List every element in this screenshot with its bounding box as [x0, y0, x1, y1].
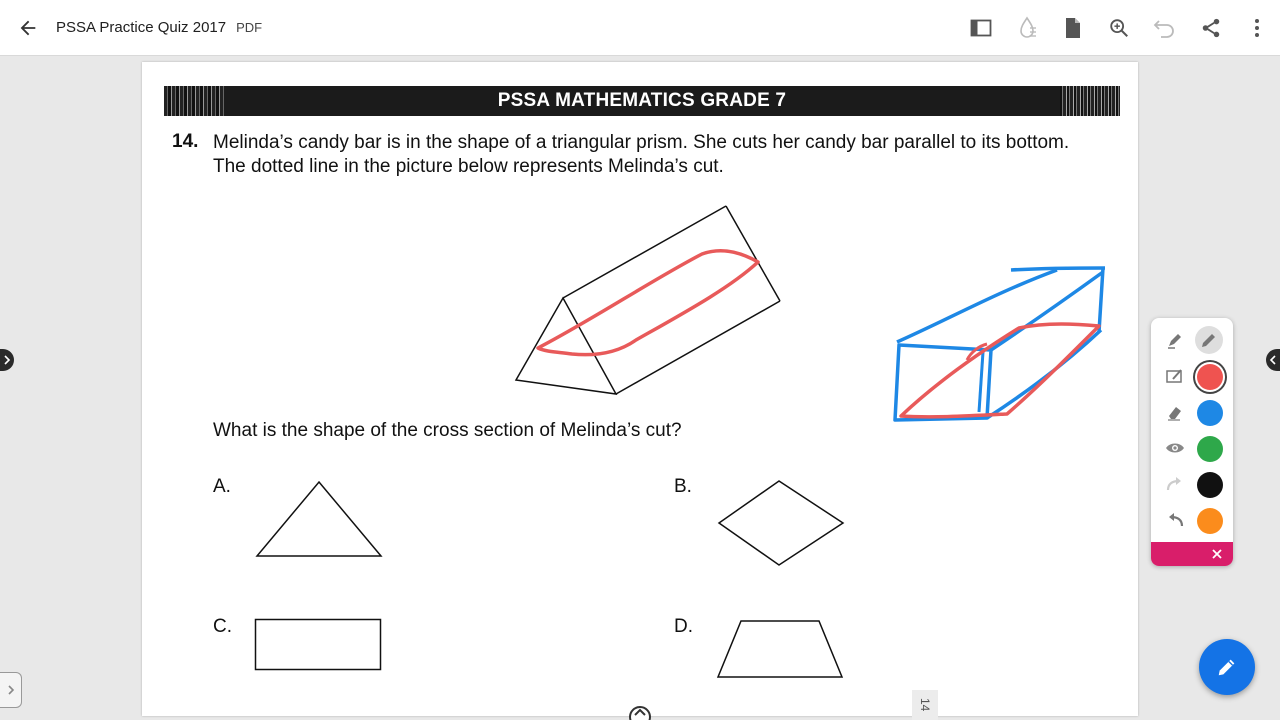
pencil-tool-button[interactable]: [1195, 326, 1223, 354]
banner-left-texture: [164, 86, 224, 116]
undo-icon: [1153, 17, 1177, 39]
chevron-left-icon: [1269, 355, 1277, 365]
page-button[interactable]: [1050, 0, 1096, 56]
search-button[interactable]: [1096, 0, 1142, 56]
back-button[interactable]: [0, 0, 56, 56]
close-icon: [1211, 548, 1223, 560]
right-panel-handle[interactable]: [1266, 349, 1280, 371]
question-number: 14.: [172, 131, 199, 152]
file-type-label: PDF: [236, 20, 263, 35]
option-b-label: B.: [674, 476, 692, 497]
undo-stroke-button[interactable]: [1161, 506, 1189, 534]
chevron-right-icon: [3, 355, 11, 365]
redo-button[interactable]: [1161, 470, 1189, 498]
undo-button[interactable]: [1142, 0, 1188, 56]
app-header: [0, 0, 1280, 56]
search-icon: [1108, 17, 1130, 39]
banner-right-texture: [1060, 86, 1120, 116]
color-swatch-black[interactable]: [1197, 472, 1223, 498]
share-button[interactable]: [1188, 0, 1234, 56]
text-box-icon: [1165, 367, 1185, 385]
option-d-trapezoid: [716, 619, 846, 679]
color-swatch-orange[interactable]: [1197, 508, 1223, 534]
marker-tool-button[interactable]: [1161, 326, 1189, 354]
pencil-icon: [1200, 331, 1218, 349]
visibility-icon: [1165, 441, 1185, 455]
sub-question-text: What is the shape of the cross section of Melinda’s cut?: [213, 420, 682, 441]
pdf-page: [142, 62, 1138, 716]
panel-button[interactable]: [958, 0, 1004, 56]
question-text: Melinda’s candy bar is in the shape of a triangular prism. She cuts her candy bar parallel to its bottom. The dotted line in the picture below represents Melinda’s cut.: [213, 132, 1070, 177]
chevron-up-icon: [634, 708, 646, 716]
document-title: PSSA Practice Quiz 2017: [56, 19, 227, 36]
option-c-label: C.: [213, 616, 232, 637]
red-sketch-cross-section: [901, 324, 1099, 417]
handdrawn-prism-sketch: [887, 262, 1117, 432]
section-banner: [164, 86, 1120, 116]
text-box-tool-button[interactable]: [1161, 362, 1189, 390]
reading-mode-icon: [1016, 16, 1038, 40]
page-icon: [1064, 17, 1082, 39]
color-swatch-blue[interactable]: [1197, 400, 1223, 426]
color-swatch-red[interactable]: [1197, 364, 1223, 390]
option-d-label: D.: [674, 616, 693, 637]
red-cross-section-annotation: [538, 251, 758, 355]
expand-thumbnails-button[interactable]: [0, 672, 22, 708]
undo-icon: [1165, 512, 1185, 528]
panel-icon: [970, 18, 992, 38]
share-icon: [1200, 17, 1222, 39]
option-c-rectangle: [254, 618, 384, 672]
more-icon: [1254, 18, 1260, 38]
edit-fab-button[interactable]: [1199, 639, 1255, 695]
eraser-tool-button[interactable]: [1161, 398, 1189, 426]
banner-title: PSSA MATHEMATICS GRADE 7: [497, 90, 787, 111]
option-b-rhombus: [716, 478, 846, 568]
chevron-right-small-icon: [7, 685, 15, 695]
reading-mode-button[interactable]: [1004, 0, 1050, 56]
page-number-indicator: 14: [912, 690, 938, 720]
marker-icon: [1166, 331, 1184, 349]
option-a-triangle: [254, 479, 384, 559]
close-toolbar-button[interactable]: [1151, 542, 1233, 566]
eraser-icon: [1166, 403, 1184, 421]
option-a-label: A.: [213, 476, 231, 497]
color-swatch-green[interactable]: [1197, 436, 1223, 462]
left-panel-handle[interactable]: [0, 349, 14, 371]
visibility-button[interactable]: [1161, 434, 1189, 462]
redo-icon: [1165, 476, 1185, 492]
more-options-button[interactable]: [1234, 0, 1280, 56]
annotation-toolbar: [1151, 318, 1233, 566]
prism-figure: [512, 202, 792, 402]
back-arrow-icon: [17, 17, 39, 39]
pencil-icon: [1216, 656, 1238, 678]
